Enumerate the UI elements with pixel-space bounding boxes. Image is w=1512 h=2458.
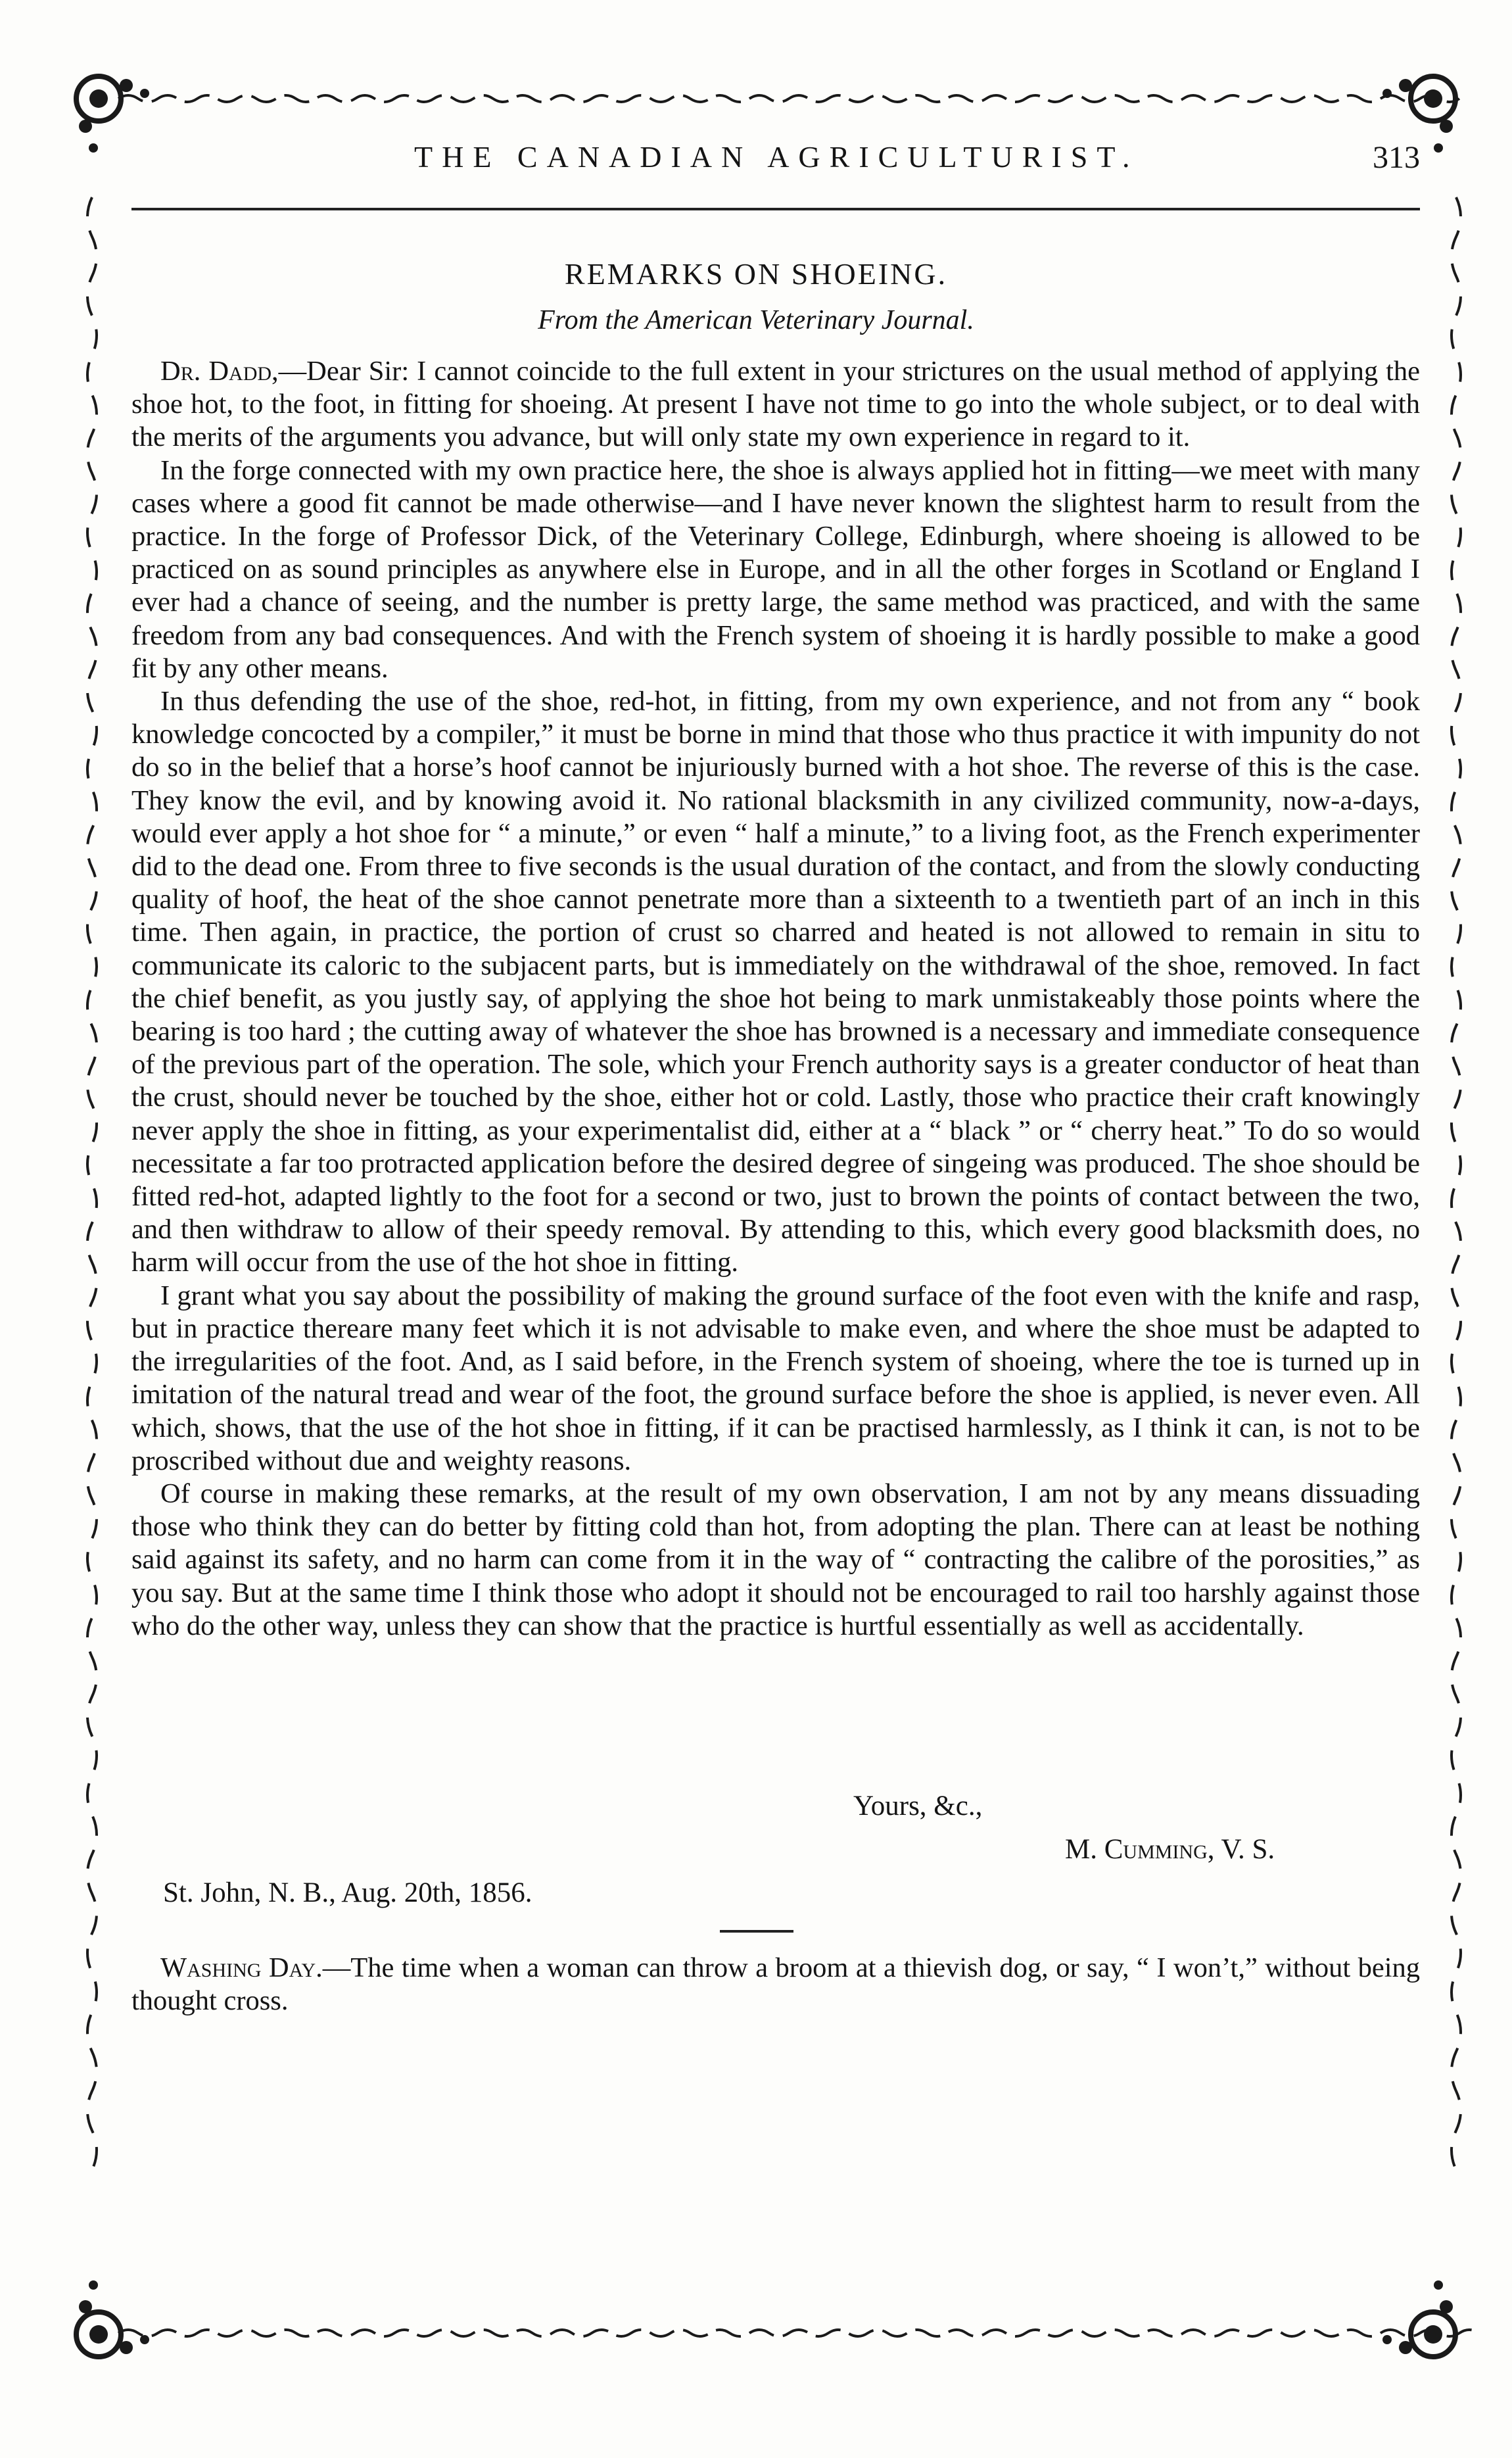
paragraph: Of course in making these remarks, at the result of my own observation, I am not by any means dissuading those who think they can do better by fitting cold than hot, from adopting the plan. There can at least be nothing said against its safety, and no harm can come from it in the way of “ contracting the calibre of the porosities,” as you say. But at the same time I think those who adopt it should not be encouraged to rail too harshly against those who do the other way, unless they can show that the practice is hurtful essentially as well as accidentally. bbox=[131, 1478, 1420, 1641]
salutation-name: Dr. Dadd, bbox=[160, 356, 279, 387]
note-text: —The time when a woman can throw a broom at a thievish dog, or say, “ I won’t,” without being thought cross. bbox=[131, 1952, 1420, 2016]
running-header bbox=[164, 132, 1420, 191]
header-rule bbox=[131, 208, 1420, 210]
section-divider bbox=[720, 1930, 793, 1933]
signature: M. Cumming, V. S. bbox=[1065, 1834, 1275, 1865]
corner-ornament-bottom-right bbox=[1382, 2280, 1455, 2357]
corner-ornament-top-left bbox=[76, 76, 149, 153]
place-date: St. John, N. B., Aug. 20th, 1856. bbox=[163, 1877, 532, 1908]
page-number: 313 bbox=[1373, 140, 1420, 175]
corner-ornament-bottom-left bbox=[76, 2280, 149, 2357]
paragraph-text: —Dear Sir: I cannot coincide to the full extent in your strictures on the usual method of applying the shoe hot, to the foot, in fitting for shoeing. At present I have not time to go into the whole subject, or to deal with the merits of the arguments you advance, but will only state my own experience in regard to it. bbox=[131, 356, 1421, 453]
paragraph bbox=[131, 355, 1420, 454]
washing-day-note bbox=[131, 1952, 1420, 2017]
paragraph: I grant what you say about the possibility of making the ground surface of the foot even with the knife and rasp, but in practice thereare many feet which it is not advisable to make even, and where the shoe must be adapted to the irregularities of the foot. And, as I said before, in the French system of shoeing, where the toe is turned up in imitation of the natural tread and wear of the foot, the ground surface before the shoe is applied, is never even. All which, shows, that the use of the hot shoe in fitting, if it can be practised harmlessly, as I think it can, is not to be proscribed without due and weighty reasons. bbox=[131, 1280, 1420, 1476]
article-body bbox=[131, 355, 1420, 1643]
article-title: REMARKS ON SHOEING. bbox=[564, 257, 948, 291]
running-title: THE CANADIAN AGRICULTURIST. bbox=[414, 140, 1139, 174]
note-paragraph bbox=[131, 1952, 1420, 2017]
paragraph: In the forge connected with my own practice here, the shoe is always applied hot in fitting—we meet with many cases where a good fit cannot be made otherwise—and I have never known the slightest harm to result from the practice. In the forge of Professor Dick, of the Veterinary College, Edinburgh, where shoeing is allowed to be practiced on as sound principles as anywhere else in Europe, and in all the other forges in Scotland or England I ever had a chance of seeing, and the number is pretty large, the same method was practiced, and with the same freedom from any bad consequences. And with the French system of shoeing it is hardly possible to make a good fit by any other means. bbox=[131, 454, 1420, 684]
article-source: From the American Veterinary Journal. bbox=[538, 305, 974, 335]
paragraph: In thus defending the use of the shoe, red-hot, in fitting, from my own experience, and not from any “ book knowledge concocted by a compiler,” it must be borne in mind that those who thus practice it with impunity do not do so in the belief that a horse’s hoof cannot be injuriously burned with a hot shoe. The reverse of this is the case. They know the evil, and by knowing avoid it. No rational blacksmith in any civilized community, now-a-days, would ever apply a hot shoe for “ a minute,” or even “ half a minute,” to a living foot, as the French experimenter did to the dead one. From three to five seconds is the usual duration of the contact, and from the slowly conducting quality of hoof, the heat of the shoe cannot penetrate more than a sixteenth to a twentieth part of an inch in this time. Then again, in practice, the portion of crust so charred and heated is not allowed to remain in situ to communicate its caloric to the subjacent parts, but is immediately on the withdrawal of the shoe, removed. In fact the chief benefit, as you justly say, of applying the shoe hot being to mark unmistakeably those points where the bearing is too hard ; the cutting away of whatever the shoe has browned is a necessary and immediate consequence of the previous part of the operation. The sole, which your French authority says is a greater conductor of heat than the crust, should never be touched by the shoe, either hot or cold. Lastly, those who practice their craft knowingly never apply the shoe in fitting, as your experimentalist did, either at a “ black ” or “ cherry heat.” To do so would necessitate a far too protracted application before the desired degree of singeing was produced. The shoe should be fitted red-hot, adapted lightly to the foot for a second or two, just to brown the points of contact between the two, and then withdraw to allow of their speedy removal. By attending to this, which every good blacksmith does, no harm will occur from the use of the hot shoe in fitting. bbox=[131, 686, 1420, 1278]
closing: Yours, &c., bbox=[853, 1791, 983, 1821]
note-label: Washing Day. bbox=[160, 1952, 323, 1983]
